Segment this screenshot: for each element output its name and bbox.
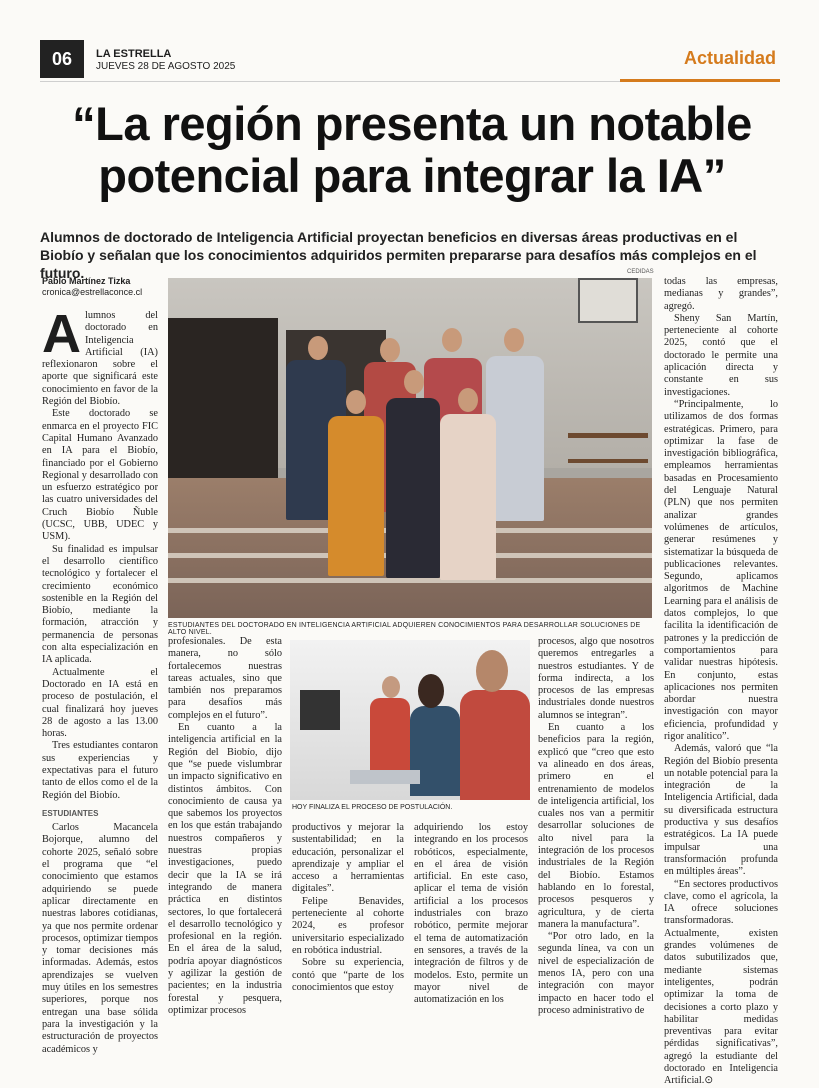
second-photo-caption: HOY FINALIZA EL PROCESO DE POSTULACIÓN. bbox=[292, 804, 453, 811]
photo-person-head bbox=[504, 328, 524, 352]
article-column-6 bbox=[664, 276, 778, 1088]
paragraph: Alumnos del doctorado en Inteligencia Artificial (IA) reflexionaron sobre el aporte que significará este conocimiento en favor de la Región del Biobío. bbox=[42, 304, 158, 408]
paragraph: “Principalmente, lo utilizamos de dos formas estratégicas. Primero, para optimizar la fase de investigación bibliográfica, empleamos herramientas basadas en Procesamiento del Lenguaje Natural (PLN) que nos permiten analizar grandes volúmenes de artículos, generar resúmenes y sistematizar la búsqueda de publicaciones relevantes. Segundo, aplicamos algoritmos de Machine Learning para el análisis de datos complejos, lo que facilita la identificación de patrones y la predicción de comportamientos para validar nuestras hipótesis. En conjunto, estas aplicaciones nos permiten abordar nuestra investigación con mayor eficiencia, profundidad y rigor analítico”. bbox=[664, 398, 778, 742]
photo-monitor bbox=[300, 690, 340, 730]
photo-person-head bbox=[418, 674, 444, 708]
article-column-4 bbox=[414, 822, 528, 1006]
paragraph: En cuanto a la inteligencia artificial en la Región del Biobío, dijo que “se puede vislumbrar un impacto significativo en distintos ámbitos. Con conocimiento de causa ya que sabemos los proyectos en los que están trabajando nuestros compañeros y nuestras propias investigaciones, puedo decir que la IA se irá integrando de manera práctica en distintos sectores, lo que fortalecerá el desarrollo tecnológico y profesional en la región. En el área de la salud, podría apoyar diagnósticos y agilizar la gestión de pacientes; en la industria forestal y pesquera, optimizar procesos bbox=[168, 722, 282, 1016]
second-photo bbox=[290, 640, 530, 800]
paragraph: Sheny San Martín, perteneciente al cohorte 2025, contó que el doctorado le permite una aplicación directa y constante en sus investigaciones. bbox=[664, 312, 778, 398]
section-label: Actualidad bbox=[683, 48, 776, 68]
paragraph: Su finalidad es impulsar el desarrollo científico tecnológico y fortalecer el crecimiento económico sostenible en la Región del Biobío, mediante la formación, atracción y permanencia de personas con alta especialización en IA aplicada. bbox=[42, 543, 158, 666]
photo-person-head bbox=[404, 370, 424, 394]
drop-cap: A bbox=[42, 304, 81, 364]
paragraph: Tres estudiantes contaron sus experiencias y expectativas para el futuro tanto de ellos como el de la Región del Biobío. bbox=[42, 740, 158, 801]
headline: “La región presenta un notable potencial para integrar la IA” bbox=[72, 97, 752, 202]
paragraph: Felipe Benavides, perteneciente al cohorte 2024, es profesor universitario especializado en robótica industrial. bbox=[292, 895, 404, 956]
byline bbox=[42, 276, 142, 298]
photo-bench bbox=[568, 433, 648, 463]
article-column-3 bbox=[292, 822, 404, 994]
paragraph: profesionales. De esta manera, no sólo fortalecemos nuestras tareas actuales, sino que también nos preparamos para desafíos más complejos en el futuro”. bbox=[168, 636, 282, 721]
page-number: 06 bbox=[40, 40, 84, 78]
photo-person bbox=[440, 414, 496, 580]
subtitle-estudiantes: ESTUDIANTES bbox=[42, 808, 99, 818]
photo-person bbox=[370, 698, 410, 778]
photo-laptop bbox=[350, 770, 420, 784]
photo-person-head bbox=[308, 336, 328, 360]
end-mark: ⊙ bbox=[704, 1075, 713, 1087]
photo-person-head bbox=[382, 676, 400, 698]
page-header bbox=[40, 40, 780, 78]
photo-person bbox=[386, 398, 440, 578]
photo-person-head bbox=[442, 328, 462, 352]
paragraph: productivos y mejorar la sustentabilidad; en la educación, personalizar el aprendizaje y ampliar el acceso a herramientas digitales”. bbox=[292, 822, 404, 895]
section-underline bbox=[620, 79, 780, 82]
photo-person-head bbox=[346, 390, 366, 414]
publication-date: JUEVES 28 DE AGOSTO 2025 bbox=[96, 61, 236, 72]
photo-person bbox=[328, 416, 384, 576]
subheadline: Alumnos de doctorado de Inteligencia Artificial proyectan beneficios en diversas áreas productivas en el Biobío y señalan que los conocimientos adquiridos permiten prepararse para desafíos más complejos en el futuro. bbox=[40, 229, 757, 281]
paragraph: procesos, algo que nosotros queremos entregarles a nuestros estudiantes. Y de forma indirecta, a los procesos de las empresas industriales donde nuestros alumnos se integran”. bbox=[538, 636, 654, 721]
paragraph: Sobre su experiencia, contó que “parte de los conocimientos que estoy bbox=[292, 957, 404, 993]
paragraph: Este doctorado se enmarca en el proyecto FIC Capital Humano Avanzado en IA para el Biobío, financiado por el Gobierno Regional y desarrollado con un esfuerzo estratégico por las cuatro universidades del Cruch Biobío Ñuble (UCSC, UBB, UDEC y USM). bbox=[42, 408, 158, 543]
paragraph: “En sectores productivos clave, como el agrícola, la IA ofrece soluciones transformadoras. Actualmente, existen grandes volúmenes de datos subutilizados que, mediante sistemas inteligentes, podrán optimizar la toma de decisiones a corto plazo y habilitar medidas preventivas para evitar pérdidas significativas”, agregó la estudiante del doctorado en Inteligencia Artificial.⊙ bbox=[664, 878, 778, 1087]
paragraph: Además, valoró que “la Región del Biobío presenta un notable potencial para la integración de la Inteligencia Artificial, dada su diversificada estructura productiva y sus desafíos estratégicos. La IA puede impulsar una transformación profunda en múltiples áreas”. bbox=[664, 743, 778, 878]
main-photo bbox=[168, 278, 652, 618]
author-name: Pablo Martínez Tizka bbox=[42, 276, 131, 286]
newspaper-name: LA ESTRELLA bbox=[96, 48, 172, 60]
photo-person-head bbox=[458, 388, 478, 412]
photo-person-head bbox=[476, 650, 508, 692]
photo-step bbox=[168, 578, 652, 583]
paragraph: En cuanto a los beneficios para la región, explicó que “creo que esto va alineado en dos áreas, primero en el entrenamiento de modelos de inteligencia artificial, los cuales nos van a permitir desarrollar soluciones de alto nivel para la integración de los procesos industriales de la Región del Biobío. Estamos hablando en lo forestal, procesos pesqueros y agricultura, y de cierta manera la manufactura”. bbox=[538, 722, 654, 930]
photo-window bbox=[578, 278, 638, 323]
paragraph: “Por otro lado, en la segunda línea, va con un nivel de especialización de menos IA, pero con una integración con mayor impacto en hacer todo el proceso administrativo de bbox=[538, 931, 654, 1016]
main-photo-caption: ESTUDIANTES DEL DOCTORADO EN INTELIGENCIA ARTIFICIAL ADQUIEREN CONOCIMIENTOS PARA DESARROLLAR SOLUCIONES DE ALTO NIVEL. bbox=[168, 622, 641, 636]
author-email: cronica@estrellaconce.cl bbox=[42, 287, 143, 297]
paragraph: adquiriendo los estoy integrando en los procesos robóticos, especialmente, en el área de visión artificial. En este caso, aplicar el tema de visión artificial a los procesos industriales con brazo robótico, permite mejorar el tema de automatización en sensores, a través de la integración de filtros y de modelos. Esto, permite un mayor nivel de automatización en los bbox=[414, 822, 528, 1006]
photo-person-head bbox=[380, 338, 400, 362]
article-column-5 bbox=[538, 636, 654, 1017]
article-column-1 bbox=[42, 304, 158, 1056]
photo-credit: CEDIDAS bbox=[627, 269, 654, 275]
paragraph: Carlos Macancela Bojorque, alumno del cohorte 2025, señaló sobre el programa que “el conocimiento que estamos adquiriendo se puede aplicar directamente en nuestras labores cotidianas, ya que nos permite ordenar procesos, optimizar tiempos y tomar decisiones más informadas. Además, estos aprendizajes se vuelven muy útiles en los semestres superiores, porque nos entregan una base sólida para la investigación y la estructuración de proyectos académicos y bbox=[42, 822, 158, 1055]
photo-person bbox=[460, 690, 530, 800]
paragraph: todas las empresas, medianas y grandes”, agregó. bbox=[664, 276, 778, 312]
article-column-2 bbox=[168, 636, 282, 1017]
paragraph: Actualmente el Doctorado en IA está en proceso de postulación, el cual finalizará hoy jueves 28 de agosto a las 13.00 horas. bbox=[42, 666, 158, 740]
